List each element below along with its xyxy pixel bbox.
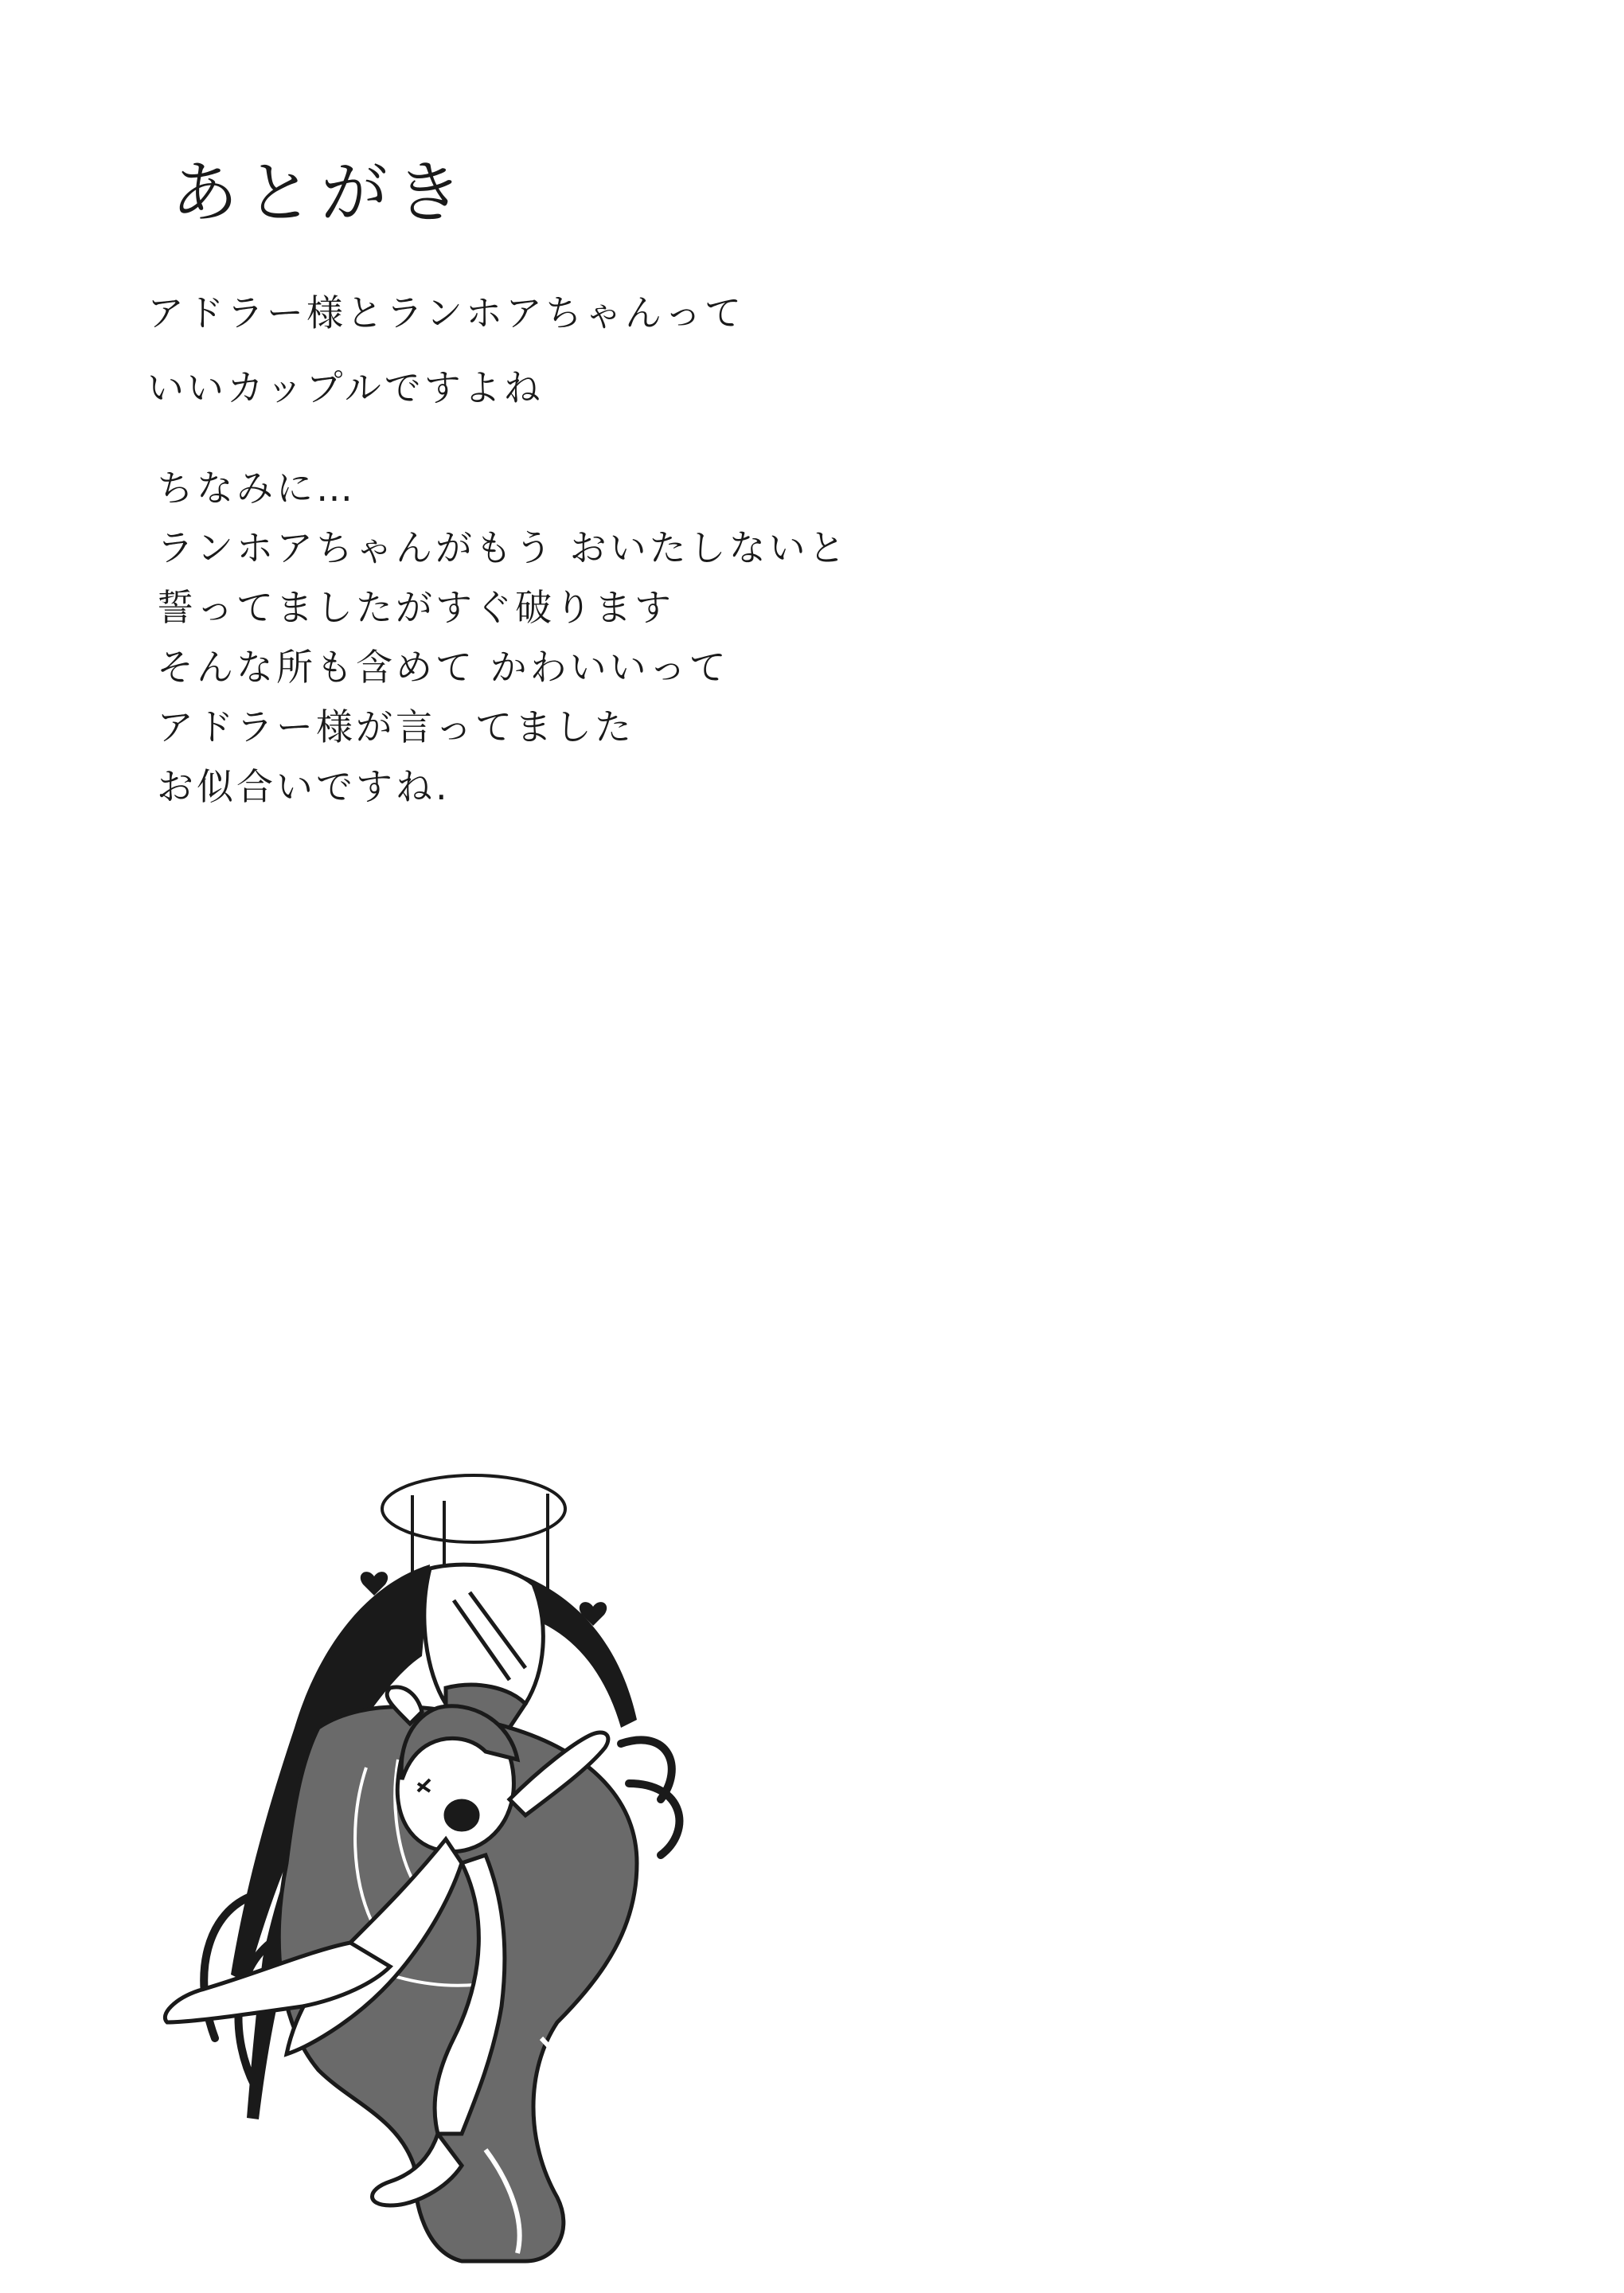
afterword-title: あとがき (171, 154, 471, 232)
text-line: そんな所も含めて かわいいって (157, 646, 729, 689)
afterword-paragraph-1 (147, 291, 744, 444)
text-line: いいカップルですよね (147, 366, 544, 409)
text-line: ランホアちゃんがもう おいたしないと (157, 526, 849, 569)
text-line: アドラー様が言ってました (157, 705, 634, 748)
text-line: 誓ってましたがすぐ破ります (157, 586, 674, 629)
text-line: お似合いですね. (157, 765, 451, 808)
couple-hug-illustration (111, 1465, 876, 2293)
text-line: ちなみに… (157, 467, 356, 510)
text-line: アドラー様とランホアちゃんって (147, 291, 744, 334)
afterword-paragraph-2 (157, 467, 849, 828)
